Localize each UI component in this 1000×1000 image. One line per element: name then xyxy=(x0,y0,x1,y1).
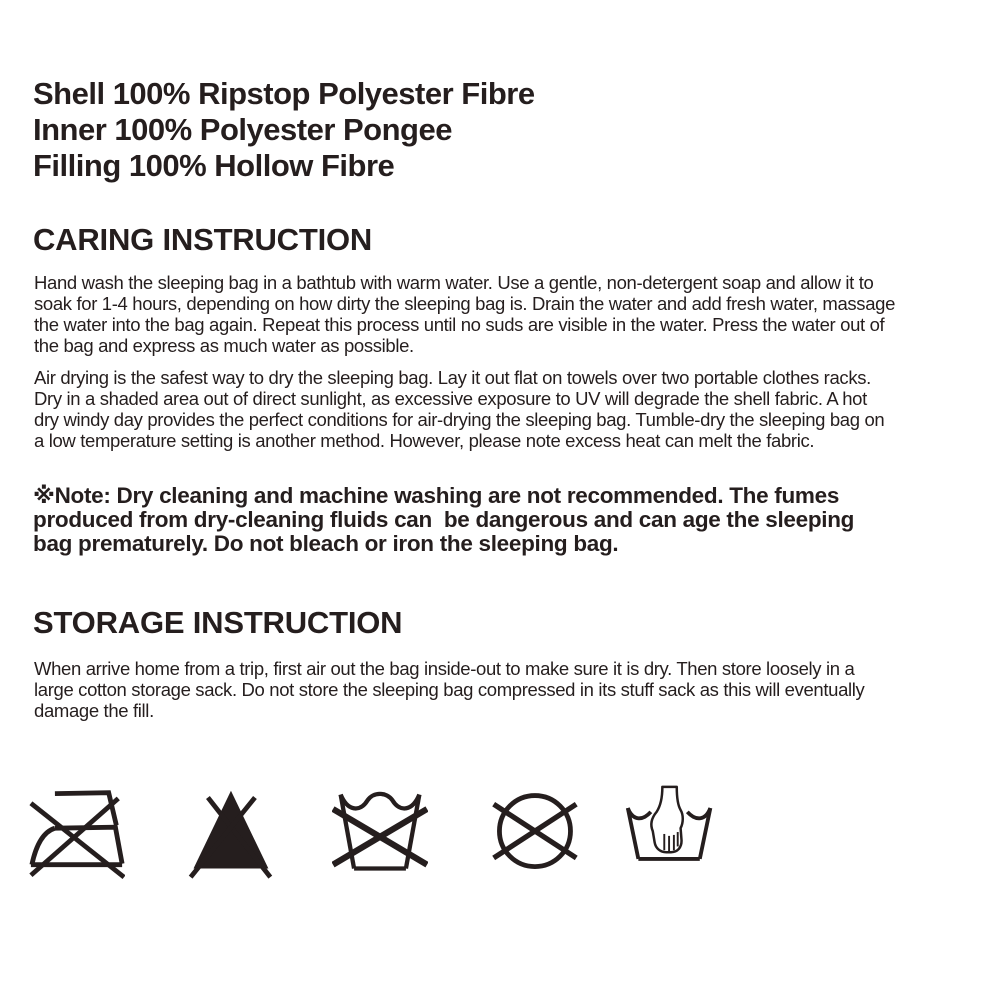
paragraph-line: Air drying is the safest way to dry the sleeping bag. Lay it out flat on towels over two portable clothes racks. xyxy=(34,367,871,388)
paragraph-line: When arrive home from a trip, first air out the bag inside-out to make sure it is dry. Then store loosely in a xyxy=(34,658,855,679)
note-line: ※Note: Dry cleaning and machine washing are not recommended. The fumes xyxy=(33,483,840,508)
paragraph-line: damage the fill. xyxy=(34,700,154,721)
storage-paragraph xyxy=(34,658,864,721)
caring-paragraph-drying xyxy=(34,367,884,451)
paragraph-line: Hand wash the sleeping bag in a bathtub with warm water. Use a gentle, non-detergent soap and allow it to xyxy=(34,272,874,293)
paragraph-line: soak for 1-4 hours, depending on how dirty the sleeping bag is. Drain the water and add fresh water, massage xyxy=(34,293,896,314)
paragraph-line: a low temperature setting is another method. However, please note excess heat can melt the fabric. xyxy=(34,430,815,451)
caring-instruction-heading: CARING INSTRUCTION xyxy=(33,222,373,257)
hand-wash-icon xyxy=(623,785,719,881)
paragraph-line: the water into the bag again. Repeat this process until no suds are visible in the water. Press the water out of xyxy=(34,314,885,335)
paragraph-line: Dry in a shaded area out of direct sunlight, as excessive exposure to UV will degrade the shell fabric. A hot xyxy=(34,388,867,409)
do-not-iron-icon xyxy=(29,785,125,881)
storage-instruction-heading: STORAGE INSTRUCTION xyxy=(33,605,403,640)
do-not-dry-clean-icon xyxy=(486,785,582,881)
care-symbols-row xyxy=(0,785,1000,885)
note-line: produced from dry-cleaning fluids can be dangerous and can age the sleeping xyxy=(33,507,855,532)
materials-line-filling: Filling 100% Hollow Fibre xyxy=(33,148,395,183)
paragraph-line: large cotton storage sack. Do not store the sleeping bag compressed in its stuff sack as this will eventually xyxy=(34,679,865,700)
paragraph-line: the bag and express as much water as possible. xyxy=(34,335,414,356)
materials-block xyxy=(33,76,535,184)
materials-line-inner: Inner 100% Polyester Pongee xyxy=(33,112,452,147)
caring-note xyxy=(33,484,854,556)
materials-line-shell: Shell 100% Ripstop Polyester Fibre xyxy=(33,76,535,111)
note-line: bag prematurely. Do not bleach or iron the sleeping bag. xyxy=(33,531,619,556)
caring-paragraph-washing xyxy=(34,272,895,356)
do-not-machine-wash-icon xyxy=(332,785,428,881)
paragraph-line: dry windy day provides the perfect conditions for air-drying the sleeping bag. Tumble-dry the sleeping bag on xyxy=(34,409,885,430)
do-not-bleach-icon xyxy=(182,785,278,881)
